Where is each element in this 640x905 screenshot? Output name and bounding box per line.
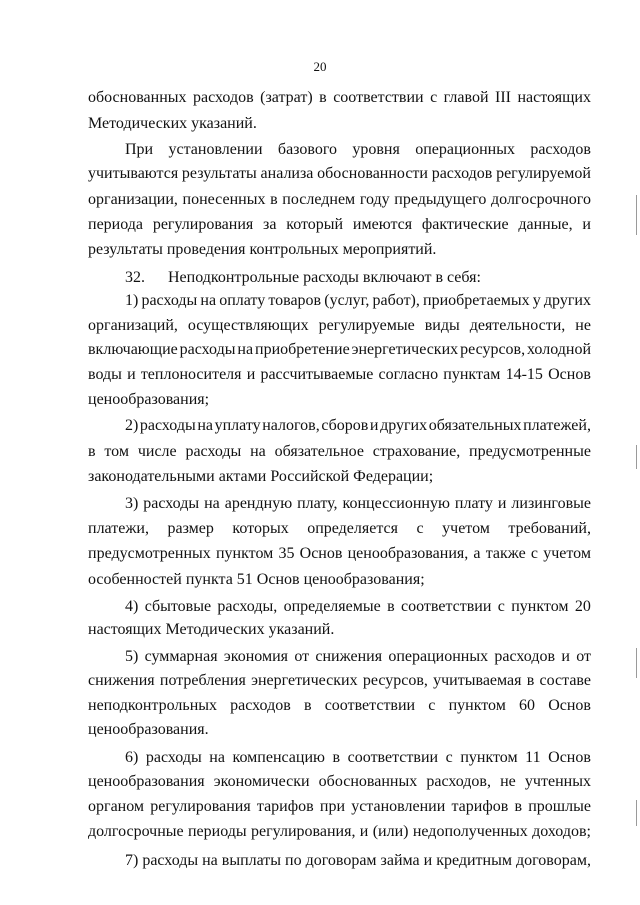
text-line: 4) сбытовые расходы, определяемые в соответствии с пунктом 20 — [125, 598, 591, 615]
text-line: снижения потребления энергетических ресурсов, учитываемая в составе — [88, 672, 591, 689]
text-line: особенностей пункта 51 Основ ценообразования; — [88, 571, 425, 588]
clause-number: 32. — [125, 269, 145, 286]
text-line: ценообразования экономически обоснованных расходов, не учтенных — [88, 773, 591, 790]
text-line: органом регулирования тарифов при установлении тарифов в прошлые — [88, 798, 591, 815]
text-line: долгосрочные периоды регулирования, и (или) недополученных доходов; — [88, 823, 591, 840]
text-line: 1) расходы на оплату товаров (услуг, работ), приобретаемых у других — [125, 292, 591, 309]
text-line: неподконтрольных расходов в соответствии с пунктом 60 Основ — [88, 697, 591, 714]
text-line: организаций, осуществляющих регулируемые виды деятельности, не — [88, 317, 591, 334]
scan-edge-mark — [636, 648, 637, 678]
text-line: платежи, размер которых определяется с учетом требований, — [88, 520, 591, 537]
text-line: законодательными актами Российской Федерации; — [88, 468, 434, 485]
text-line: обоснованных расходов (затрат) в соответствии с главой III настоящих — [88, 89, 591, 106]
text-line: настоящих Методических указаний. — [88, 621, 335, 638]
text-line: 6) расходы на компенсацию в соответствии с пунктом 11 Основ — [125, 749, 591, 766]
scan-edge-mark — [636, 195, 637, 235]
scan-edge-mark — [636, 800, 637, 826]
text-line: ценообразования; — [88, 391, 210, 408]
text-line: организации, понесенных в последнем году предыдущего долгосрочного — [88, 191, 591, 208]
text-line: ценообразования. — [88, 721, 209, 738]
scan-edge-mark — [636, 445, 637, 469]
text-line: предусмотренных пунктом 35 Основ ценообразования, а также с учетом — [88, 545, 591, 562]
text-line: воды и теплоносителя и рассчитываемые согласно пунктам 14-15 Основ — [88, 366, 591, 383]
text-line: учитываются результаты анализа обоснованности расходов регулируемой — [88, 165, 591, 182]
page-number: 20 — [313, 59, 327, 74]
text-line: периода регулирования за который имеются фактические данные, и — [88, 216, 591, 233]
text-line: включающие расходы на приобретение энергетических ресурсов, холодной — [88, 341, 591, 358]
text-line: 5) суммарная экономия от снижения операционных расходов и от — [125, 648, 591, 665]
text-line: в том числе расходы на обязательное страхование, предусмотренные — [88, 443, 591, 460]
text-line: результаты проведения контрольных мероприятий. — [88, 241, 437, 258]
text-line: При установлении базового уровня операционных расходов — [125, 141, 591, 158]
clause-heading: Неподконтрольные расходы включают в себя: — [168, 269, 481, 286]
text-line: 2) расходы на уплату налогов, сборов и других обязательных платежей, — [125, 417, 591, 434]
text-line: Методических указаний. — [88, 115, 257, 132]
text-line: 3) расходы на арендную плату, концессионную плату и лизинговые — [125, 495, 591, 512]
text-line: 7) расходы на выплаты по договорам займа и кредитным договорам, — [125, 852, 591, 869]
